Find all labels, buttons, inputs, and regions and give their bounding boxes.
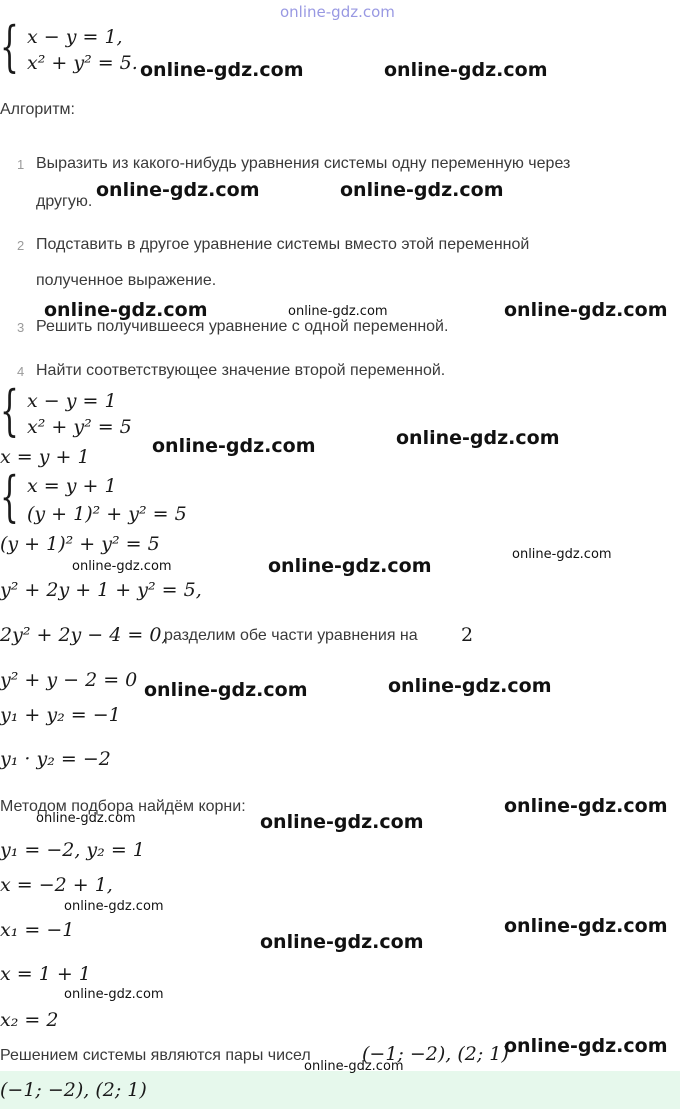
- step-number: 2: [17, 238, 25, 253]
- algorithm-label: Алгоритм:: [0, 101, 75, 118]
- step-number: 4: [17, 364, 25, 379]
- watermark: online-gdz.com: [144, 679, 308, 701]
- watermark: online-gdz.com: [396, 427, 560, 449]
- watermark: online-gdz.com: [96, 179, 260, 201]
- system2-eq2: x² + y² = 5: [27, 416, 132, 438]
- roots-y: y₁ = −2, y₂ = 1: [0, 839, 145, 861]
- x1-value: x₁ = −1: [0, 919, 75, 941]
- watermark: online-gdz.com: [340, 179, 504, 201]
- watermark: online-gdz.com: [140, 59, 304, 81]
- system-brace: {: [0, 379, 19, 442]
- watermark: online-gdz.com: [64, 987, 164, 1002]
- watermark: online-gdz.com: [36, 811, 136, 826]
- answer-value: (−1; −2), (2; 1): [0, 1079, 147, 1101]
- answer-box: [0, 1071, 680, 1109]
- watermark: online-gdz.com: [288, 304, 388, 319]
- system-brace: {: [0, 465, 19, 528]
- equation-b: y² + 2y + 1 + y² = 5,: [0, 579, 202, 601]
- x2-value: x₂ = 2: [0, 1009, 59, 1031]
- step-3-line1: Решить получившееся уравнение с одной переменной.: [36, 318, 449, 335]
- equation-c-text: разделим обе части уравнения на: [164, 627, 418, 644]
- watermark: online-gdz.com: [152, 435, 316, 457]
- watermark: online-gdz.com: [388, 675, 552, 697]
- equation-a: (y + 1)² + y² = 5: [0, 533, 160, 555]
- watermark: online-gdz.com: [304, 1059, 404, 1074]
- vieta-sum: y₁ + y₂ = −1: [0, 704, 121, 726]
- equation-c: 2y² + 2y − 4 = 0,: [0, 624, 168, 646]
- express-x: x = y + 1: [0, 446, 90, 468]
- system1-eq2: x² + y² = 5.: [27, 52, 138, 74]
- x-calc-2: x = 1 + 1: [0, 963, 91, 985]
- step-1-line2: другую.: [36, 193, 93, 210]
- watermark: online-gdz.com: [268, 555, 432, 577]
- watermark: online-gdz.com: [504, 299, 668, 321]
- system1-eq1: x − y = 1,: [27, 26, 123, 48]
- watermark: online-gdz.com: [44, 299, 208, 321]
- step-4-line1: Найти соответствующее значение второй переменной.: [36, 362, 446, 379]
- watermark: online-gdz.com: [72, 559, 172, 574]
- solution-pairs: (−1; −2), (2; 1): [362, 1043, 509, 1065]
- watermark: online-gdz.com: [260, 931, 424, 953]
- pick-roots-label: Методом подбора найдём корни:: [0, 798, 246, 815]
- step-number: 1: [17, 157, 25, 172]
- watermark: online-gdz.com: [504, 795, 668, 817]
- system-brace: {: [0, 15, 19, 78]
- equation-d: y² + y − 2 = 0: [0, 669, 138, 691]
- step-2-line1: Подставить в другое уравнение системы вместо этой переменной: [36, 236, 530, 253]
- system3-eq2: (y + 1)² + y² = 5: [27, 503, 187, 525]
- top-watermark: online-gdz.com: [280, 3, 395, 21]
- step-2-line2: полученное выражение.: [36, 272, 217, 289]
- watermark: online-gdz.com: [504, 1035, 668, 1057]
- vieta-product: y₁ · y₂ = −2: [0, 748, 111, 770]
- watermark: online-gdz.com: [504, 915, 668, 937]
- solution-text: Решением системы являются пары чисел: [0, 1047, 311, 1064]
- system3-eq1: x = y + 1: [27, 475, 117, 497]
- system2-eq1: x − y = 1: [27, 390, 117, 412]
- watermark: online-gdz.com: [260, 811, 424, 833]
- watermark: online-gdz.com: [512, 547, 612, 562]
- equation-c-number: 2: [461, 624, 474, 646]
- step-number: 3: [17, 320, 25, 335]
- step-1-line1: Выразить из какого-нибудь уравнения системы одну переменную через: [36, 155, 571, 172]
- watermark: online-gdz.com: [384, 59, 548, 81]
- x-calc-1: x = −2 + 1,: [0, 874, 113, 896]
- watermark: online-gdz.com: [64, 899, 164, 914]
